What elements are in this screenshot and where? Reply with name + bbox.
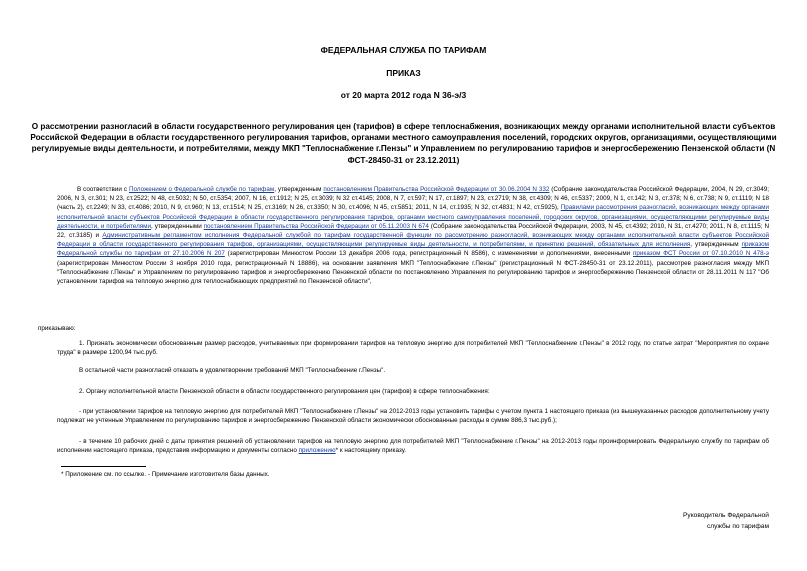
footnote: * Приложение см. по ссылке. - Примечание изготовителя базы данных. — [61, 471, 270, 478]
item-2-tariffs: - при установлении тарифов на тепловую энергию для потребителей МКП "Теплоснабжение г.Пензы" на 2012-2013 годы установить тарифы с учетом пункта 1 настоящего приказа (из вышеуказанных расходов дополнительному учету подлежат не учтенные Управлением по регулированию тарифов и энергосбережению Пензенской области экономически обоснованные расходы в сумме 886,3 тыс.руб.); — [57, 408, 769, 425]
order-word: приказываю: — [38, 325, 76, 332]
link-decree-674[interactable]: постановлением Правительства Российской Федерации от 05.11.2003 N 674 — [203, 222, 429, 230]
item-text: * к настоящему приказу. — [335, 447, 406, 455]
preamble-text: (зарегистрирован Минюстом России 13 декабря 2006 года, регистрационный N 8586), с изменениями и дополнениями, внесенными — [224, 250, 633, 258]
link-rules-disputes[interactable]: Правилами рассмотрения разногласий, возникающих между органами исполнительной власти субъектов Российской Федерации в области государственного регулирования тарифов, органами местного самоуправления поселений, городских округов, организациями, осуществляющими регулируемые виды деятельности, и потребителями — [57, 204, 769, 230]
item-1: 1. Признать экономически обоснованным размер расходов, учитываемых при формировании тарифов на тепловую энергию для потребителей МКП "Теплоснабжение г.Пензы" в 2012 году, по статье затрат "Мероприятия по охране труда" в размере 1200,94 тыс.руб. — [57, 340, 769, 357]
footnote-divider — [61, 466, 146, 467]
link-order-207[interactable]: приказом Федеральной службы по тарифам от 27.10.2006 N 207 — [57, 241, 769, 258]
preamble-text: (Собрание законодательства Российской Федерации, 2004, N 29, ст.3049; 2006, N 3, ст.301; N 23, ст.2522; N 48, ст.5032; N 50, ст.5354; 2007, N 16, ст.1912; N 25, ст.3039; N 32 ст.4145; 2008, N 7, ст.597; N 17, ст.1897; N 23, ст.2719; N 38, ст.4309; N 46, ст.5337; 2009, N 1, ст.142; N 3, ст.378; N 6, ст.738; N 9, ст.1119; N 18 (часть 2), ст.2249; N 33, ст.4086; 2010, N 9, ст.960; N 13, ст.1514; N 25, ст.3169; N 26, ст.3350; N 30, ст.4096; N 45, ст.5851; 2011, N 14, ст.1935; N 32, ст.4831; N 42, ст.5925), — [57, 186, 770, 212]
preamble-paragraph — [57, 185, 769, 286]
signature-line-1: Руководитель Федеральной — [683, 512, 769, 519]
item-1-refusal: В остальной части разногласий отказать в удовлетворении требований МКП "Теплоснабжение г.Пензы". — [79, 367, 386, 374]
link-decree-332[interactable]: постановлением Правительства Российской Федерации от 30.06.2004 N 332 — [323, 186, 550, 193]
item-text: - в течение 10 рабочих дней с даты принятия решений об установлении тарифов на тепловую энергию для потребителей МКП "Теплоснабжение г.Пензы" на 2012-2013 годы проинформировать Федеральную службу по тарифам об исполнении настоящего приказа, представив информацию и документы согласно — [57, 438, 769, 455]
preamble-text: В соответствии с — [77, 186, 129, 193]
signature-line-2: службы по тарифам — [706, 522, 769, 530]
link-appendix[interactable]: приложению — [298, 447, 336, 455]
preamble-text: , утвержденным — [690, 241, 742, 249]
document-date-number: от 20 марта 2012 года N 36-э/3 — [340, 90, 467, 100]
item-2: 2. Органу исполнительной власти Пензенской области в области государственного регулирования цен (тарифов) в сфере теплоснабжения: — [79, 388, 490, 395]
preamble-text: , утвержденным — [274, 186, 324, 193]
preamble-text: (Собрание законодательства Российской Федерации, 2003, N 45, ст.4392; 2010, N 31, ст.4270; 2011, N 8, ст.1115; N 22, ст.3185) и — [57, 222, 770, 240]
signature-block — [683, 511, 769, 533]
item-2-inform — [57, 437, 769, 455]
document-title: О рассмотрении разногласий в области государственного регулирования цен (тарифов) в сфере теплоснабжения, возникающих между органами исполнительной власти субъектов Российской Федерации в области государственного регулирования тарифов, органами местного самоуправления поселений, городских округов, организациями, осуществляющими регулируемые виды деятельности, и потребителями, между МКП "Теплоснабжение г.Пензы" и Управлением по регулированию тарифов и энергосбережению Пензенской области (N ФСТ-28450-31 от 23.12.2011) — [30, 122, 777, 165]
document-type: ПРИКАЗ — [386, 68, 421, 78]
agency-name: ФЕДЕРАЛЬНАЯ СЛУЖБА ПО ТАРИФАМ — [320, 45, 487, 55]
preamble-text: , утвержденными — [151, 222, 204, 230]
link-order-478[interactable]: приказом ФСТ России от 07.10.2010 N 478-э — [633, 250, 769, 258]
link-admin-regulation[interactable]: Административным регламентом исполнения Федеральной службой по тарифам государственной функции по рассмотрению разногласий, возникающих между органами исполнительной власти субъектов Российской Федерации в области государственного регулирования тарифов, организациями, осуществляющими регулируемые виды деятельности, и потребителями, и принятию решений, обязательных для исполнения — [57, 232, 769, 249]
link-regulation-fst[interactable]: Положением о Федеральной службе по тарифам — [128, 186, 275, 193]
preamble-text: (зарегистрирован Минюстом России 3 ноября 2010 года, регистрационный N 18886), на основании заявления МКП "Теплоснабжение г.Пензы" (регистрационный N ФСТ-28450-31 от 23.12.2011), рассмотрев разногласия между МКП "Теплоснабжение г.Пензы" и Управлением по регулированию тарифов и энергосбережению Пензенской области по постановлению Управления по регулированию тарифов и энергосбережению Пензенской области от 28.11.2011 N 117 "Об установлении тарифов на тепловую энергию для теплоснабжающих предприятий по Пензенской области", — [57, 259, 769, 286]
